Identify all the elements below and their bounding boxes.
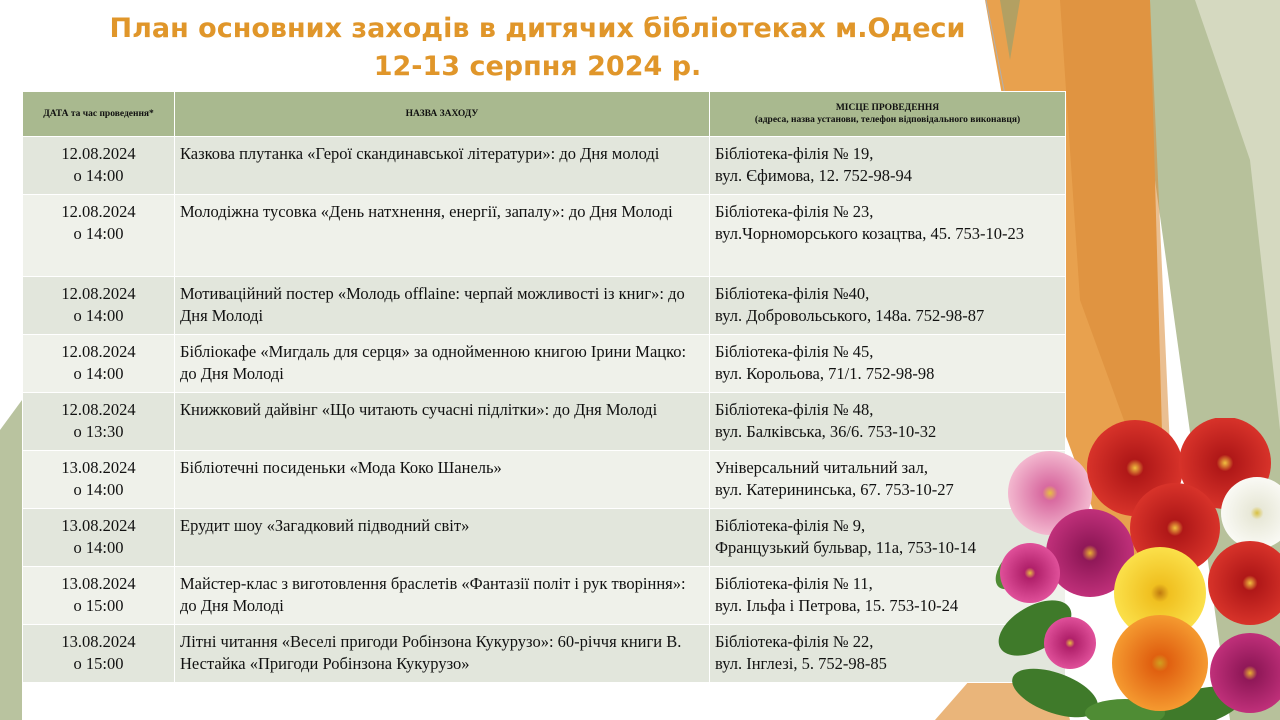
cell-event-name: Майстер-клас з виготовлення браслетів «Фантазії політ і рук творіння»: до Дня Молоді <box>175 567 710 625</box>
event-time: о 14:00 <box>73 364 124 383</box>
event-date: 12.08.2024 <box>61 342 136 361</box>
place-address: вул. Катерининська, 67. 753-10-27 <box>715 480 954 499</box>
cell-event-name: Ерудит шоу «Загадковий підводний світ» <box>175 509 710 567</box>
place-name: Бібліотека-філія № 22, <box>715 632 874 651</box>
event-date: 13.08.2024 <box>61 574 136 593</box>
title-line-1: План основних заходів в дитячих бібліотеках м.Одеси <box>109 13 966 44</box>
place-address: Французький бульвар, 11а, 753-10-14 <box>715 538 977 557</box>
cell-date <box>23 195 175 277</box>
place-name: Універсальний читальний зал, <box>715 458 929 477</box>
place-address: вул. Корольова, 71/1. 752-98-98 <box>715 364 935 383</box>
flower <box>1112 615 1208 711</box>
table-row <box>23 625 1066 683</box>
place-name: Бібліотека-філія № 11, <box>715 574 873 593</box>
page-title <box>60 10 1015 86</box>
cell-place <box>710 335 1066 393</box>
cell-date <box>23 567 175 625</box>
place-name: Бібліотека-філія № 23, <box>715 202 874 221</box>
cell-date <box>23 509 175 567</box>
event-time: о 14:00 <box>73 306 124 325</box>
event-date: 12.08.2024 <box>61 144 136 163</box>
flower <box>1208 541 1280 625</box>
header-place-subtitle: (адреса, назва установи, телефон відповідального виконавця) <box>754 115 1021 125</box>
cell-date <box>23 625 175 683</box>
table-row <box>23 567 1066 625</box>
cell-event-name: Мотиваційний постер «Молодь offlaine: черпай можливості із книг»: до Дня Молоді <box>175 277 710 335</box>
cell-date <box>23 451 175 509</box>
flower <box>1000 543 1060 603</box>
cell-event-name: Бібліотечні посиденьки «Мода Коко Шанель» <box>175 451 710 509</box>
table-row <box>23 509 1066 567</box>
cell-place <box>710 137 1066 195</box>
table-row <box>23 137 1066 195</box>
event-time: о 13:30 <box>73 422 124 441</box>
cell-place <box>710 277 1066 335</box>
flowers-image <box>995 418 1280 720</box>
cell-date <box>23 277 175 335</box>
cell-event-name: Бібліокафе «Мигдаль для серця» за однойменною книгою Ірини Мацко: до Дня Молоді <box>175 335 710 393</box>
title-line-2: 12-13 серпня 2024 р. <box>373 51 702 82</box>
cell-date <box>23 335 175 393</box>
event-date: 12.08.2024 <box>61 202 136 221</box>
cell-event-name: Літні читання «Веселі пригоди Робінзона Кукурузо»: 60-річчя книги В. Нестайка «Пригоди Робінзона Кукурузо» <box>175 625 710 683</box>
cell-event-name: Молодіжна тусовка «День натхнення, енергії, запалу»: до Дня Молоді <box>175 195 710 277</box>
cell-event-name: Казкова плутанка «Герої скандинавської літератури»: до Дня молоді <box>175 137 710 195</box>
event-date: 13.08.2024 <box>61 458 136 477</box>
header-place <box>710 92 1066 137</box>
event-time: о 15:00 <box>73 596 124 615</box>
place-name: Бібліотека-філія № 45, <box>715 342 874 361</box>
event-time: о 15:00 <box>73 654 124 673</box>
cell-date <box>23 137 175 195</box>
table-row <box>23 335 1066 393</box>
table-row <box>23 277 1066 335</box>
place-address: вул. Єфимова, 12. 752-98-94 <box>715 166 912 185</box>
cell-date <box>23 393 175 451</box>
header-name: НАЗВА ЗАХОДУ <box>175 92 710 137</box>
header-date: ДАТА та час проведення* <box>23 92 175 137</box>
event-time: о 14:00 <box>73 166 124 185</box>
place-address: вул.Чорноморського козацтва, 45. 753-10-23 <box>715 224 1024 243</box>
place-address: вул. Балківська, 36/6. 753-10-32 <box>715 422 937 441</box>
event-time: о 14:00 <box>73 224 124 243</box>
table-row <box>23 451 1066 509</box>
event-date: 12.08.2024 <box>61 284 136 303</box>
event-time: о 14:00 <box>73 480 124 499</box>
left-green-wedge <box>0 400 22 720</box>
event-time: о 14:00 <box>73 538 124 557</box>
event-date: 13.08.2024 <box>61 632 136 651</box>
event-date: 13.08.2024 <box>61 516 136 535</box>
table-row <box>23 195 1066 277</box>
events-table <box>22 91 1066 683</box>
place-address: вул. Добровольського, 148а. 752-98-87 <box>715 306 985 325</box>
cell-event-name: Книжковий дайвінг «Що читають сучасні підлітки»: до Дня Молоді <box>175 393 710 451</box>
flower <box>1044 617 1096 669</box>
place-address: вул. Інглезі, 5. 752-98-85 <box>715 654 887 673</box>
table-header-row <box>23 92 1066 137</box>
cell-place <box>710 195 1066 277</box>
place-address: вул. Ільфа і Петрова, 15. 753-10-24 <box>715 596 959 615</box>
place-name: Бібліотека-філія № 19, <box>715 144 874 163</box>
event-date: 12.08.2024 <box>61 400 136 419</box>
place-name: Бібліотека-філія №40, <box>715 284 870 303</box>
header-place-title: МІСЦЕ ПРОВЕДЕННЯ <box>835 103 940 113</box>
place-name: Бібліотека-філія № 9, <box>715 516 866 535</box>
place-name: Бібліотека-філія № 48, <box>715 400 874 419</box>
table-row <box>23 393 1066 451</box>
